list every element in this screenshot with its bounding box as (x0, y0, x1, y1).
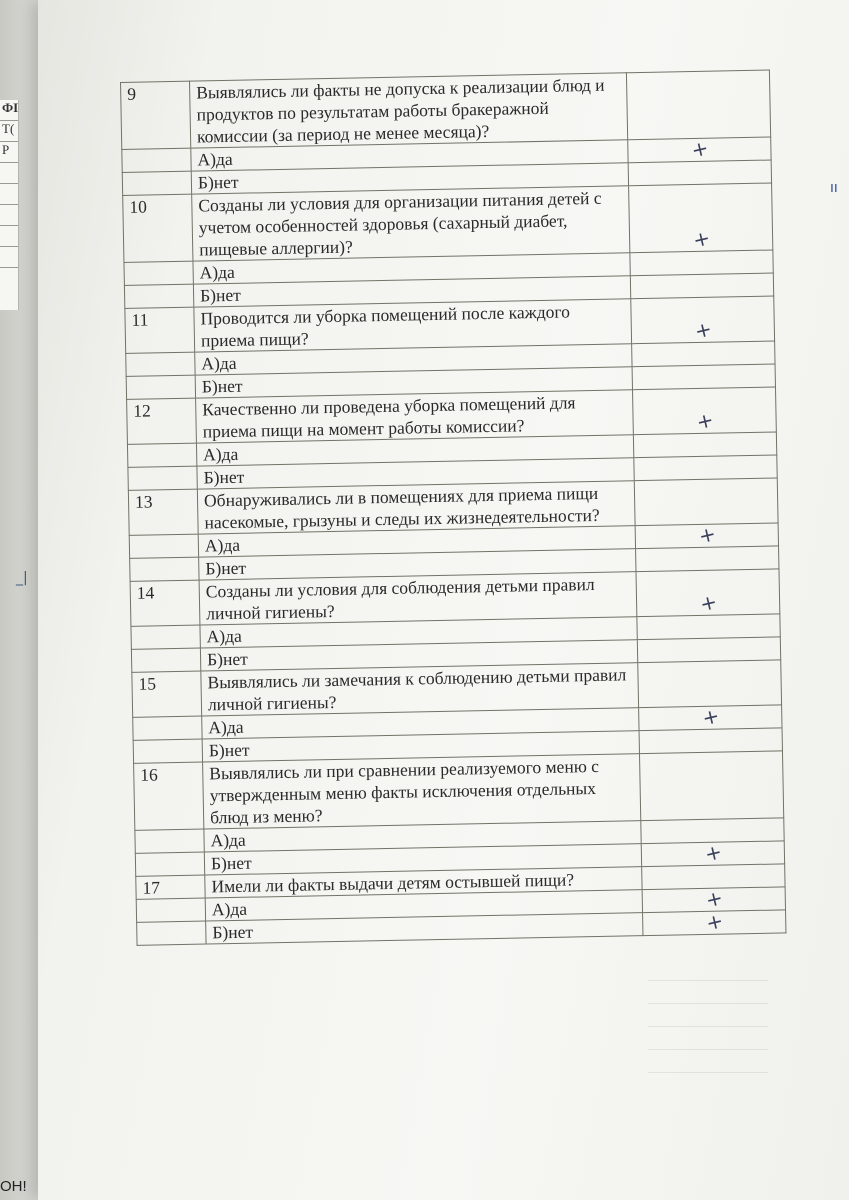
answer-mark-cell (638, 660, 782, 708)
option-label: Б)нет (200, 640, 637, 671)
option-label: А)да (204, 821, 641, 852)
option-number-cell (128, 466, 197, 490)
option-mark-cell (639, 728, 782, 754)
answer-mark-cell (639, 751, 783, 821)
option-label: А)да (196, 435, 633, 466)
handwritten-plus-mark: + (697, 589, 719, 617)
question-text: Качественно ли проведена уборка помещений для приема пищи на момент работы комиссии? (196, 390, 634, 443)
option-number-cell (127, 443, 196, 467)
option-label: А)да (200, 617, 637, 648)
underlying-sheet-line (0, 163, 18, 184)
option-number-cell (122, 171, 191, 195)
option-label: А)да (195, 344, 632, 375)
option-number-cell (135, 852, 204, 876)
option-mark-cell (633, 432, 776, 458)
option-number-cell (131, 648, 200, 672)
question-row (134, 751, 784, 830)
option-label: А)да (198, 526, 635, 557)
question-number: 11 (125, 307, 195, 353)
option-label: Б)нет (204, 844, 641, 875)
option-number-cell (122, 148, 191, 172)
underlying-sheet-line (0, 205, 18, 226)
option-number-cell (133, 739, 202, 763)
option-mark-cell (643, 910, 786, 936)
option-number-cell (131, 625, 200, 649)
option-number-cell (135, 829, 204, 853)
option-mark-cell (635, 523, 778, 549)
question-text: Выявлялись ли замечания к соблюдению детьми правил личной гигиены? (201, 663, 639, 716)
handwritten-plus-mark: + (693, 407, 716, 435)
question-text: Выявлялись ли при сравнении реализуемого меню с утвержденным меню факты исключения отдельных блюд из меню? (203, 754, 641, 829)
option-number-cell (130, 557, 199, 581)
option-mark-cell (637, 637, 780, 663)
option-label: А)да (205, 890, 642, 921)
question-row (121, 70, 771, 149)
answer-mark-cell (634, 478, 778, 526)
question-number: 15 (132, 671, 202, 717)
handwritten-plus-mark: + (690, 225, 712, 253)
question-text: Выявлялись ли факты не допуска к реализации блюд и продуктов по результатам работы бракеражной комиссии (за период не менее месяца)? (189, 73, 627, 148)
option-number-cell (137, 921, 206, 945)
question-row (123, 183, 773, 262)
option-number-cell (124, 261, 193, 285)
option-mark-cell (636, 546, 779, 572)
question-number: 17 (136, 875, 205, 899)
option-mark-cell (628, 160, 771, 186)
question-text: Обнаруживались ли в помещениях для приема пищи насекомые, грызуны и следы их жизнедеятельности? (197, 481, 635, 534)
handwritten-plus-mark: + (703, 908, 726, 936)
underlying-sheet (0, 100, 19, 310)
underlying-sheet-line: Р (0, 142, 18, 163)
option-number-cell (124, 284, 193, 308)
underlying-sheet-line: Т( (0, 121, 18, 142)
option-mark-cell (632, 364, 775, 390)
option-label: Б)нет (206, 913, 643, 944)
underlying-sheet-line: ФІ (0, 100, 18, 121)
option-mark-cell (630, 273, 773, 299)
pen-mark-right: ıı (830, 180, 838, 196)
question-number: 10 (123, 194, 193, 262)
questionnaire (120, 69, 796, 946)
question-number: 16 (134, 762, 204, 830)
question-text: Имели ли факты выдачи детям остывшей пищи? (205, 867, 642, 898)
answer-mark-cell (636, 569, 780, 617)
answer-mark-cell (631, 296, 775, 344)
option-label: А)да (193, 253, 630, 284)
underlying-sheet-line (0, 184, 18, 205)
answer-mark-cell (626, 70, 770, 140)
option-label: Б)нет (193, 276, 630, 307)
answer-mark-cell (629, 183, 773, 253)
handwritten-plus-mark: + (688, 135, 711, 163)
option-label: Б)нет (202, 731, 639, 762)
option-number-cell (133, 716, 202, 740)
option-number-cell (126, 375, 195, 399)
option-number-cell (126, 352, 195, 376)
questionnaire-body (121, 70, 786, 945)
handwritten-plus-mark: + (702, 885, 725, 913)
answer-mark-cell (633, 387, 777, 435)
question-number: 14 (130, 580, 200, 626)
option-label: А)да (191, 140, 628, 171)
option-mark-cell (641, 841, 784, 867)
option-label: А)да (202, 708, 639, 739)
option-mark-cell (628, 137, 771, 163)
option-mark-cell (632, 341, 775, 367)
underlying-sheet-line (0, 226, 18, 247)
option-mark-cell (634, 455, 777, 481)
question-number: 12 (127, 398, 197, 444)
pen-mark-left: _| (16, 570, 28, 586)
question-text: Проводится ли уборка помещений после каждого приема пищи? (194, 299, 632, 352)
option-mark-cell (639, 705, 782, 731)
option-label: Б)нет (195, 367, 632, 398)
option-mark-cell (630, 250, 773, 276)
option-number-cell (136, 898, 205, 922)
handwritten-plus-mark: + (691, 316, 714, 344)
option-mark-cell (637, 614, 780, 640)
question-text: Созданы ли условия для соблюдения детьми правил личной гигиены? (199, 572, 637, 625)
question-number: 13 (128, 489, 198, 535)
bleed-through-lines (648, 980, 768, 1090)
underlying-sheet-bottom-text: ОН! (0, 1178, 27, 1195)
option-number-cell (129, 534, 198, 558)
underlying-sheet-line (0, 247, 18, 268)
handwritten-plus-mark: + (695, 521, 718, 549)
question-text: Созданы ли условия для организации питания детей с учетом особенностей здоровья (сахарный диабет, пищевые аллергии)? (192, 186, 630, 261)
option-label: Б)нет (191, 163, 628, 194)
question-number: 9 (121, 81, 191, 149)
option-label: Б)нет (197, 458, 634, 489)
questionnaire-table (120, 70, 786, 946)
handwritten-plus-mark: + (699, 703, 722, 731)
handwritten-plus-mark: + (702, 839, 724, 867)
option-label: Б)нет (199, 549, 636, 580)
